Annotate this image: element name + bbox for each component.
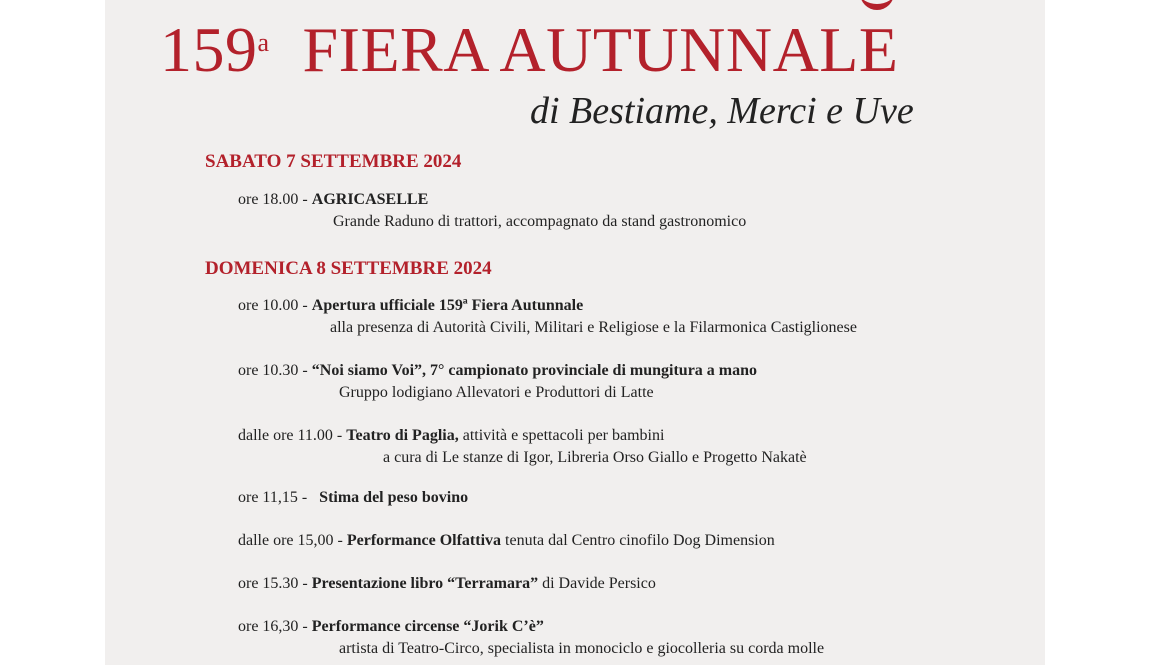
event-title: “Noi siamo Voi”, 7° campionato provinciale di mungitura a mano — [311, 362, 758, 379]
event-title: Performance Olfattiva — [346, 532, 502, 549]
event-title: Apertura ufficiale 159ª Fiera Autunnale — [311, 297, 584, 314]
event-title: AGRICASELLE — [311, 191, 429, 208]
event-title: Presentazione libro “Terramara” — [311, 575, 539, 592]
event-line: ore 16,30 - Performance circense “Jorik C’è” — [238, 618, 544, 635]
event-detail: Grande Raduno di trattori, accompagnato da stand gastronomico — [333, 213, 747, 230]
event-detail: artista di Teatro-Circo, specialista in monociclo e giocolleria su corda molle — [339, 640, 825, 657]
event-title: Teatro di Paglia, — [346, 427, 459, 444]
edition-suffix: a — [257, 28, 270, 57]
event-detail: alla presenza di Autorità Civili, Militari e Religiose e la Filarmonica Castiglionese — [330, 319, 857, 336]
day-heading-sunday: DOMENICA 8 SETTEMBRE 2024 — [205, 258, 492, 279]
event-line: ore 15.30 - Presentazione libro “Terramara” di Davide Persico — [238, 575, 656, 592]
event-line: dalle ore 15,00 - Performance Olfattiva tenuta dal Centro cinofilo Dog Dimension — [238, 532, 775, 549]
title-text: FIERA AUTUNNALE — [302, 14, 899, 85]
event-line: dalle ore 11.00 - Teatro di Paglia, attività e spettacoli per bambini — [238, 427, 665, 444]
event-line: ore 11,15 - Stima del peso bovino — [238, 489, 469, 506]
event-time: ore 18.00 - AGRICASELLE — [238, 191, 429, 208]
event-detail: Gruppo lodigiano Allevatori e Produttori di Latte — [339, 384, 654, 401]
edition-number: 159 — [160, 14, 258, 85]
event-line: ore 10.00 - Apertura ufficiale 159ª Fiera Autunnale — [238, 297, 584, 314]
event-title: Performance circense “Jorik C’è” — [311, 618, 544, 635]
event-title: Stima del peso bovino — [319, 489, 469, 506]
day-heading-saturday: SABATO 7 SETTEMBRE 2024 — [205, 151, 462, 172]
event-line: ore 10.30 - “Noi siamo Voi”, 7° campionato provinciale di mungitura a mano — [238, 362, 758, 379]
event-subtitle: di Bestiame, Merci e Uve — [530, 90, 914, 132]
event-detail: a cura di Le stanze di Igor, Libreria Orso Giallo e Progetto Nakatè — [383, 449, 807, 466]
